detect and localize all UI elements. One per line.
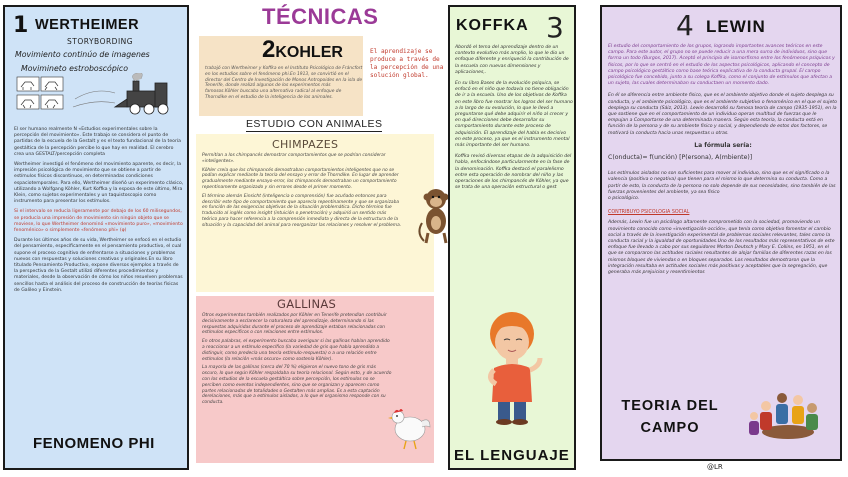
caption-line: Movimiento continúo de imagenes: [15, 50, 150, 59]
paragraph-text: o psicológico.: [608, 196, 640, 202]
kohler-title: [262, 36, 343, 64]
paragraph: Además, Lewin fue un psicólogo altamente comprometido con la sociedad, promoviendo un movimiento conocido como «investigación-acción», que tenía como objetivo fomentar el cambio social a través de la investigación experimental de problemas sociales relevantes, tales como la conducta racial y la igualdad de oportunidades.Uno de los resultados más representativos de este enfoque fue llevado a cabo por sus seguidores Morton Deutsch y Mary E. Collins, en 1951, en el que se compararon las actitudes raciales resultantes de alojar familias de diferentes razas en los mismos bloques de viviendas o en bloques separados. Los resultados demostraron que la integración resultaba en actitudes sociales más positivas y aceptables que la segregación, que generaba más prejuicios y resentimientos: [608, 220, 835, 276]
chimp-title: CHIMPAZES: [272, 138, 339, 151]
monkey-illustration: [416, 183, 452, 245]
section-number: 3: [546, 11, 564, 44]
paragraph: El estudio del comportamiento de los grupos, lograndο importantes avances teóricos en este campo. Para este autor, el grupo no se puede reducir a una mera suma de individuos, sino que forma un todo (Burgos, 2017). Aceptó el principio de isomorfismo entre los fenómenos psíquicos y físicos, por lo que se centró en el estudio de los aspectos psicológicos, aplicando el concepto de campo psicológico gestáltico como base teórica explicativa de la conducta grupal. El campo psicológico fue concebido, junto a su colega Koffka, como el conjunto de estímulos que afectan a un sujeto, las cuales determinaban su conductaen un momento dado.: [608, 44, 835, 87]
paragraph: Permitían a los chimpancés demostrar comportamientos que se podrían considerar «inteligentes».: [202, 153, 386, 164]
credit-text: @LR: [707, 463, 723, 471]
wertheimer-body: [14, 127, 184, 298]
koffka-body: [455, 45, 573, 196]
chimp-text: [202, 153, 402, 232]
paragraph: Köhler creía que los chimpancés demostraban comportamientos inteligentes que no se podían explicar mediante la teoría del ensayo y error de Thorndike. En lugar de aprender gradualmente mediante ensayo-error, los chimpancés demostraban un comportamiento repentinamente organizado y sin errores desde el primer momento.: [202, 167, 399, 190]
section-subtitle: STORYBORDING: [67, 37, 134, 46]
paragraph: El ser humano realmente N «Estudios experimentales sobre la percepción del movimiento». Este trabajo se considera el punto de partidas de la escuela de la Gestalt y es el texto fundacional de la teoría gestáltica de la percepción percibe lo que hay en realidad. El cerebro crea una GESTALT/percepción completa: [14, 127, 181, 157]
paragraph: En su libro Bases de la evolución psíquica, se enfocó en el niño que todavía no tiene obligación de ir a la escuela. Uno de los objetivos de Koffka en este libro fue mostrar los logros del ser humano a lo largo de su evolución, lo que le llevó a preguntarse qué debe adquirir el niño al crecer y en qué direcciones debe desarrollar su comportamiento durante este proceso de adquisición. El aprendizaje del habla es decisivo en este proceso, ya que es el instrumento mental más importante del ser humano.: [455, 81, 573, 149]
paragraph: Durante los últimos años de su vida, Wertheimer se enfocó en el estudio del pensamiento, específicamente en el pensamiento productivo, el cual supone el proceso cognitivo de enfrentarse a situaciones y problemas nuevos con respuestas y soluciones creativas y originales.En su libro titulado Pensamiento Productivo, expone diversos ejemplos a través de la perspectiva de la Gestalt utilizó diferentes procedimientos y materiales, desde la observación de cómo los niños resuelven problemas sencillos hasta el análisis del proceso de construcción de teorías físicas de Galileo y Einstein.: [14, 238, 183, 293]
child-illustration: [478, 310, 548, 426]
horse-train-illustration: [15, 73, 185, 119]
estudio-heading: ESTUDIO CON ANIMALES: [246, 118, 383, 130]
section-footer: EL LENGUAJE: [454, 447, 570, 464]
section-footer: FENOMENO PHI: [33, 435, 155, 452]
paragraph: Abordó el tema del aprendizaje dentro de un contexto evolutivo más amplio, lo que le dio un enfoque diferente y enriqueció la contribución de la escuela con nuevas dimensiones y aplicaciones,.: [455, 45, 569, 75]
formula: C(onducta)= f(unción) [P(ersona), A(mbiente)]: [608, 154, 753, 162]
lewin-body: [608, 44, 838, 282]
paragraph: Koffka revisó diversas etapas de la adquisición del habla, enfocándose particularmente en la fase de la denominación. Koffka destacó el paralelismo entre esta operación de nombrar del niño y las operaciones de los chimpancés de Köhler, ya que se trata de una operación estructural o gest: [455, 154, 572, 191]
kohler-quote: El aprendizaje se produce a través de la percepción de una solución global.: [370, 48, 444, 79]
paragraph-text: Los estímulos aislados no son suficientes para mover al individuo, sino que es el significado o la valencia (positiva o negativa) que tienen para el mismo lo que determina su conducta. Como a partir de esto, la conducta de la persona no solo depende de sus necesidades, sino también de las fuerzas provenientes del ambiente, ya sea físico: [608, 171, 836, 195]
chimp-box: [196, 134, 434, 292]
paragraph-highlight: Si el intervalo se reducía ligeramente por debajo de los 60 milisegundos, se producía una impresión de movimiento sin ningún objeto que se moviese, lo que Wertheimer denominó «movimiento puro», «movimiento fenoménico» o simplemente «fenómeno phi» (φ): [14, 209, 183, 234]
paragraph: La mayoría de las gallinas (cerca del 70 %) eligieron el nuevo tono de gris más oscuro, lo que según Köhler respaldaba su teoría relacional. Según esto, y de acuerdo con los estudios de la escuela gestáltica sobre percepción, los estímulos no se perciben como eventos independientes, sino que se organizan y aparecen como partes relacionadas de totalidades o Gestalten más amplias. Es a esta captación derelaciones, más que a estímulos aislados, a lo que el organismo responde con su conducta.: [202, 365, 392, 406]
caption-line: Movimineto estroboscópico: [21, 64, 128, 73]
paragraph: Otros experimentos también realizados por Köhler en Tenerife pretendían contribuir decisivamente a esclarecer la naturaleza del aprendizaje, determinando si las respuestas adquiridas durante el proceso de aprendizaje estaban relacionadas con estímulos específicos o con relaciones entre estímulos.: [202, 313, 387, 336]
section-number: 4: [676, 9, 694, 42]
paragraph: Wertheimer investigó el fenómeno del movimiento aparente, es decir, la impresión psicológica de movimiento que se obtiene a partir de estímulos físicos discontinuos, en determinadas condiciones espaciotemporales. Para ello, Wertheimer diseñó un experimento clásico, utilizando a Wolfgang Köhler, Kurt Koffka y la esposa de este último, Mira Klein, como sujetos experimentales y un taquistoscopio como instrumento para presentar los estímulos.: [14, 162, 184, 205]
gallinas-text: [202, 313, 392, 409]
tecnicas-title: TÉCNICAS: [262, 4, 379, 29]
formula-title: La fórmula sería:: [694, 141, 752, 149]
gallinas-title: GALLINAS: [277, 297, 337, 311]
section-number: 1: [13, 13, 29, 38]
section-number: 2: [262, 36, 276, 63]
paragraph: En él se diferencia entre ambiente físico, que es el ambiente objetivo donde el sujeto desplega su conducta, y el ambiente psicológico, que es el ambiente subjetivo o fenoménico en el que el sujeto desplega su conducta (Sáiz, 2013). Lewin desarrolló su famosa teoría de campo (1935-1951), en la que sostiene que en el comportamiento de un individuo operan multitud de fuerzas que le empujan a Comportarse de una determinada manera. Según esta teoría, la conducta está en función de la persona y de su ambiente físico y social, y dependiendo de estos dos factores, se motivará la conducta hacia unas respuestas u otras.: [608, 93, 837, 136]
section-title: KOFFKA: [456, 17, 529, 34]
kohler-title-text: KOHLER: [275, 44, 343, 61]
team-meeting-illustration: [746, 388, 830, 448]
section-title: WERTHEIMER: [35, 17, 140, 33]
section-footer: TEORIA DEL CAMPO: [621, 398, 719, 436]
chicken-illustration: [386, 401, 434, 453]
paragraph: [608, 171, 838, 202]
psicologia-social-label: CONTRIBUYO PSICOLOGIA SOCIAL: [608, 210, 690, 216]
kohler-text: trabajó con Wertheimer y Koffka en el Instituto Psicológico de Fráncfort en los estudios sobre el fenómeno phi.En 1913, se convirtió en el director del Centro de Investigación de Monos Antropoides en la isla de Tenerife, donde realizó algunos de los experimentos más famosos.Köhler buscaba una alternativa radical al enfoque de Thorndike en el estudio de la inteligencia de los animales.: [205, 66, 363, 100]
paragraph: El término alemán Einsicht (inteligencia o comprensión) fue acuñado entonces para describir este tipo de comportamiento que aparecía repentinamente y que se organizaba en función de las exigencias objetivas de la situación problemática. Dicho término fue traducido al inglés como insight (intuición o penetración) y adquirió un sentido más teórico para hacer referencia a la comprensión inmediata y directa de la estructura de la situación y la capacidad del animal para reorganizar las relaciones y resolver el problema.: [202, 193, 402, 228]
section-title: LEWIN: [706, 17, 766, 36]
wertheimer-panel: [3, 5, 189, 470]
paragraph: En otros palabras, el experimento buscaba averiguar si las gallinas habían aprendido a reaccionar a un estímulo específico (la variedad de gris que había aprendido a distinguir, como predecía una teoría estímulo-respuesta) o a una relación entre estímulos (la relación «más oscuro» como sostenía Köhler).: [202, 339, 390, 362]
